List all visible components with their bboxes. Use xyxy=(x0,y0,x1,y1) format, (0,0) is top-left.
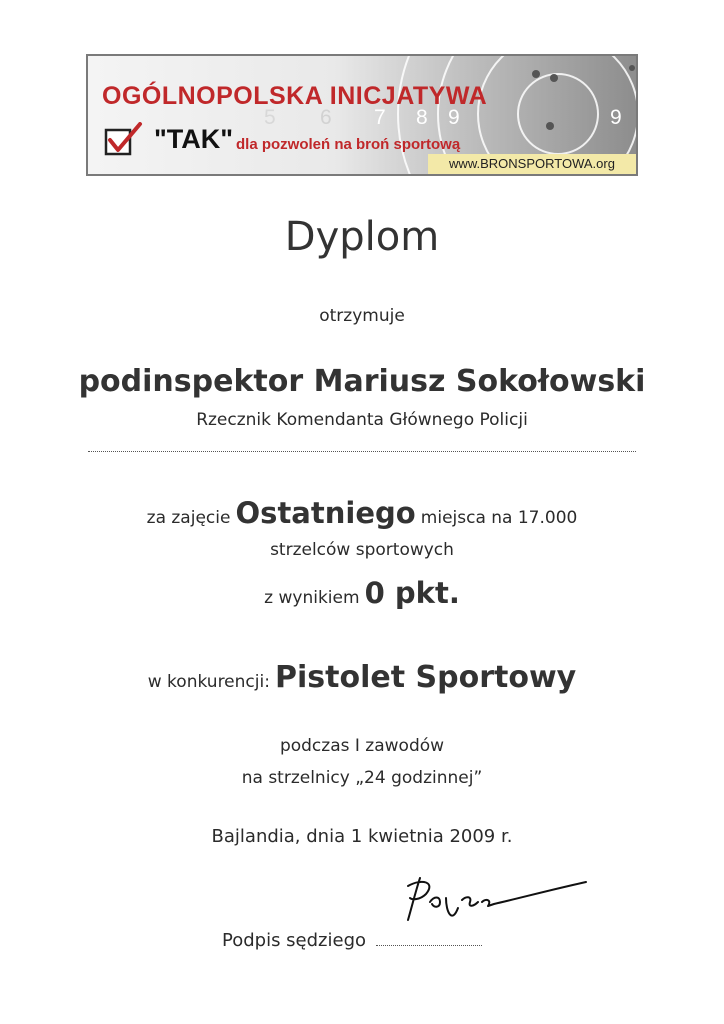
score-line xyxy=(0,576,724,610)
signature-dots xyxy=(376,945,482,946)
place-line xyxy=(0,496,724,530)
tak-text: "TAK" xyxy=(154,124,234,154)
recipient-name: podinspektor Mariusz Sokołowski xyxy=(78,364,646,399)
diploma-title: Dyplom xyxy=(284,214,440,260)
score-prefix: z wynikiem xyxy=(264,588,360,608)
judge-signature xyxy=(400,868,590,928)
ring-number: 7 xyxy=(374,106,386,129)
judge-signature-label: Podpis sędziego xyxy=(222,930,367,951)
place-value: Ostatniego xyxy=(235,496,416,530)
competition-value: Pistolet Sportowy xyxy=(275,660,577,695)
website-url: www.BRONSPORTOWA.org xyxy=(428,154,636,174)
banner-subtitle: dla pozwoleń na broń sportową xyxy=(236,136,461,153)
banner xyxy=(86,54,638,176)
place-prefix: za zajęcie xyxy=(146,508,231,528)
score-value: 0 pkt. xyxy=(364,576,460,610)
ring-number: 9 xyxy=(610,106,622,129)
judge-signature-line xyxy=(222,930,482,951)
receives-text: otrzymuje xyxy=(319,306,405,326)
competition-line xyxy=(0,660,724,695)
place-suffix: miejsca na 17.000 xyxy=(420,508,578,528)
checkbox-icon xyxy=(104,122,144,158)
recipient-role: Rzecznik Komendanta Głównego Policji xyxy=(196,410,528,430)
place-date: Bajlandia, dnia 1 kwietnia 2009 r. xyxy=(211,826,513,847)
ring-number: 5 xyxy=(264,106,276,129)
dotted-divider xyxy=(88,451,636,452)
event-text: podczas I zawodów xyxy=(279,736,445,756)
shooters-text: strzelców sportowych xyxy=(270,540,454,560)
banner-title: OGÓLNOPOLSKA INICJATYWA xyxy=(102,82,488,110)
ring-number: 6 xyxy=(320,106,332,129)
competition-prefix: w konkurencji: xyxy=(147,672,270,692)
range-text: na strzelnicy „24 godzinnej” xyxy=(241,768,483,788)
ring-number: 9 xyxy=(448,106,460,129)
ring-number: 8 xyxy=(416,106,428,129)
